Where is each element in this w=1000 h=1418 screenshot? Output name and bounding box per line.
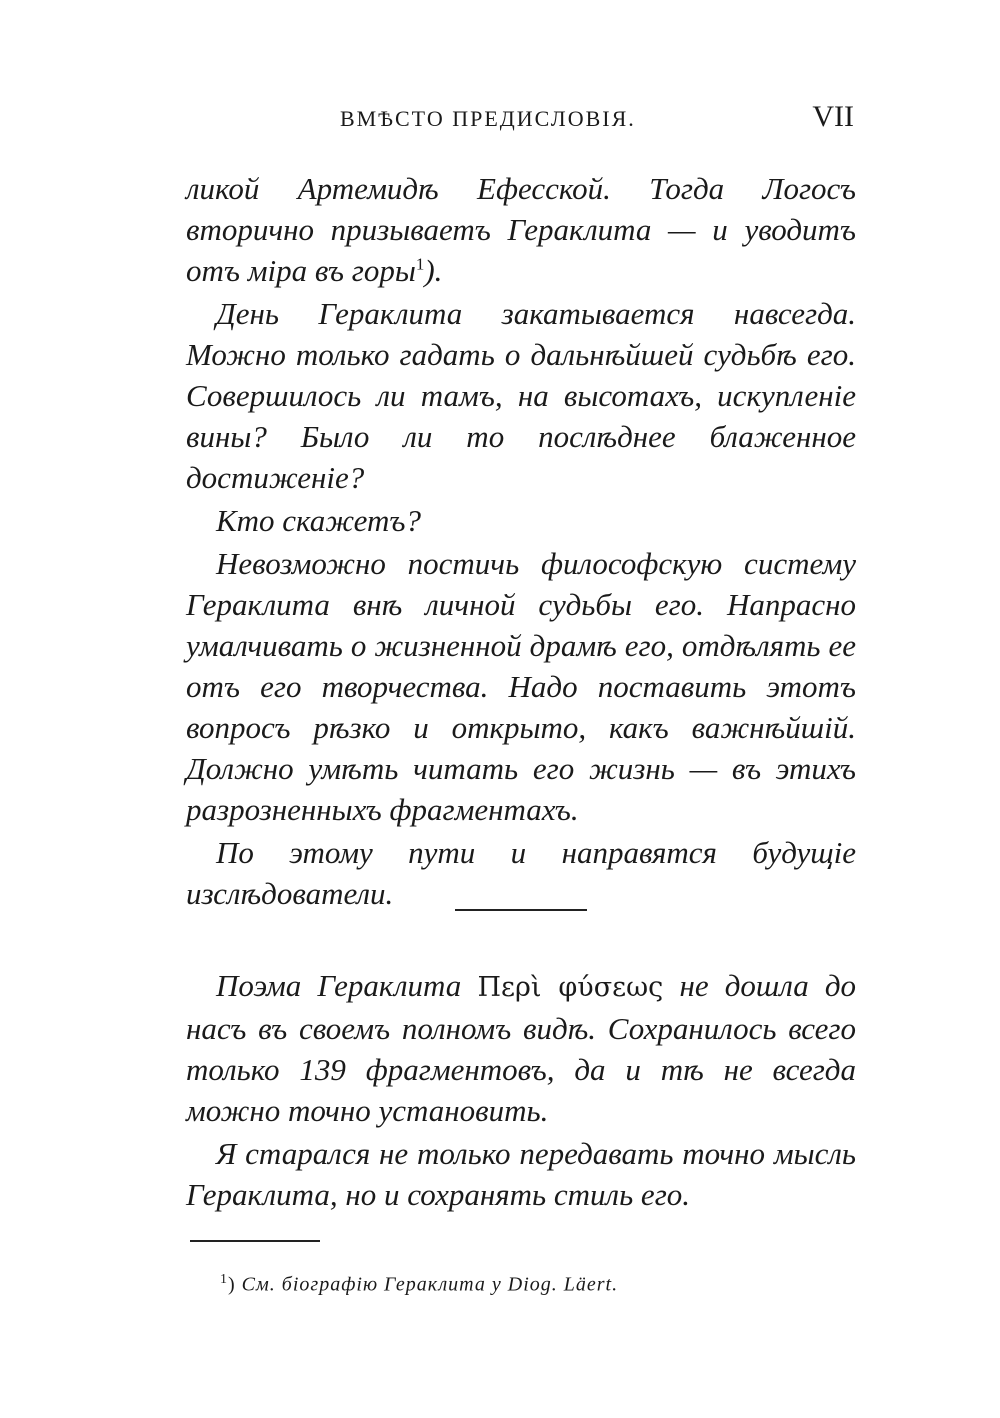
footnote-divider (190, 1240, 320, 1242)
paragraph-text-end: ). (424, 253, 443, 288)
paragraph: Я старался не только передавать точно мысль Гераклита, но и сохранять стиль его. (186, 1136, 856, 1212)
section-divider (455, 909, 587, 911)
paragraph: По этому пути и направятся будущіе изслѣдователи. (186, 835, 856, 911)
paragraph-continuation (186, 168, 856, 291)
paragraph-text: Поэма Гераклита (216, 968, 462, 1003)
paragraph: Кто скажетъ? (216, 503, 421, 538)
running-title: ВМѢСТО ПРЕДИСЛОВІЯ. (340, 106, 636, 131)
footnote-mark: 1 (220, 1272, 228, 1287)
paragraph: Невозможно постичь философскую систему Гераклита внѣ личной судьбы его. Напрасно умалчивать о жизненной драмѣ его, отдѣлять ее отъ его творчества. Надо поставить этотъ вопросъ рѣзко и открыто, какъ важнѣйшій. Должно умѣть читать его жизнь — въ этихъ разрозненныхъ фрагментахъ. (186, 546, 856, 827)
paragraph (186, 965, 856, 1131)
footnote (220, 1272, 860, 1297)
page-header (180, 100, 860, 140)
greek-title: Περὶ φύσεως (477, 972, 664, 1003)
body-section-2 (186, 965, 856, 1217)
footnote-paren: ) (228, 1273, 236, 1296)
body-section-1 (186, 168, 856, 916)
footnote-text: См. біографію Гераклита у Diog. Läert. (241, 1273, 619, 1296)
footnote-reference: 1 (415, 254, 425, 274)
paragraph-text: ликой Артемидѣ Ефесской. Тогда Логосъ вторично призываетъ Гераклита — и уводитъ отъ міра въ горы (186, 171, 856, 288)
paragraph-text-end: не дошла до насъ въ своемъ полномъ видѣ. Сохранилось всего только 139 фрагментовъ, да и тѣ не всегда можно точно установить. (186, 968, 857, 1128)
page-number: VII (812, 100, 854, 133)
paragraph: День Гераклита закатывается навсегда. Можно только гадать о дальнѣйшей судьбѣ его. Совершилось ли тамъ, на высотахъ, искупленіе вины? Было ли то послѣднее блаженное достиженіе? (186, 296, 856, 495)
